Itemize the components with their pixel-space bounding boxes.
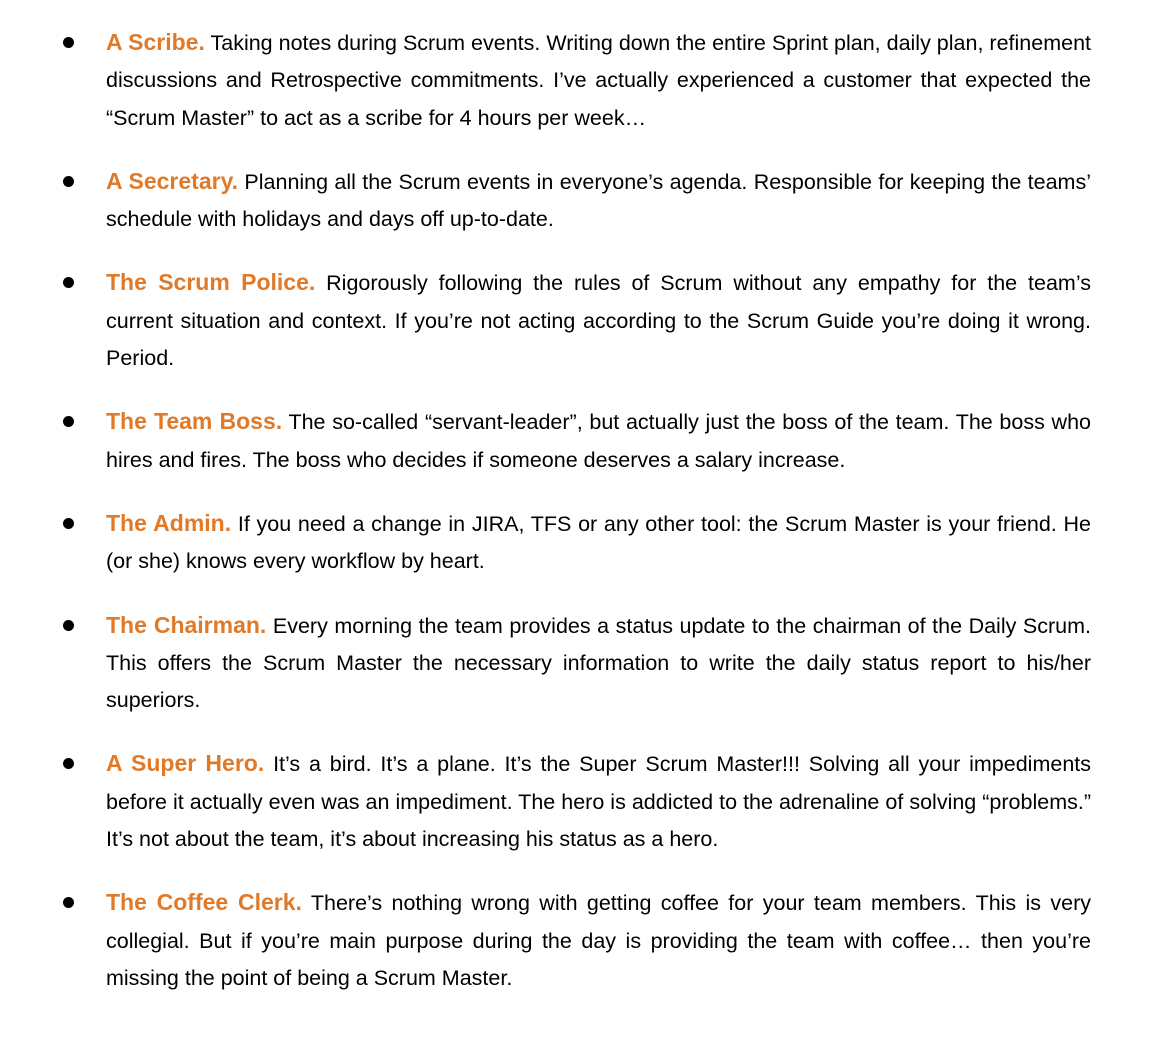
list-item	[0, 403, 1160, 479]
list-item-text	[106, 884, 1091, 997]
list-item-description: Planning all the Scrum events in everyone’s agenda. Responsible for keeping the teams’ schedule with holidays and days off up-to-date.	[106, 169, 1091, 232]
list-item-text	[106, 163, 1091, 239]
list-item-text	[106, 607, 1091, 720]
list-item-term: A Secretary.	[106, 167, 239, 194]
bullet-dot-icon	[63, 518, 74, 529]
list-item	[0, 505, 1160, 581]
list-item	[0, 24, 1160, 137]
list-item-term: The Chairman.	[106, 611, 267, 638]
list-item-text	[106, 745, 1091, 858]
bullet-dot-icon	[63, 758, 74, 769]
list-item-description: Rigorously following the rules of Scrum without any empathy for the team’s current situation and context. If you’re not acting according to the Scrum Guide you’re doing it wrong. Period.	[106, 271, 1091, 371]
list-item-description: If you need a change in JIRA, TFS or any other tool: the Scrum Master is your friend. He (or she) knows every workflow by heart.	[106, 511, 1091, 574]
list-item-term: The Scrum Police.	[106, 269, 316, 296]
list-item-term: The Admin.	[106, 509, 232, 536]
list-item-term: A Scribe.	[106, 29, 205, 55]
list-item	[0, 607, 1160, 720]
list-item-description: There’s nothing wrong with getting coffee for your team members. This is very collegial. But if you’re main purpose during the day is providing the team with coffee… then you’re missing the point of being a Scrum Master.	[106, 891, 1092, 990]
list-item-term: The Team Boss.	[106, 408, 283, 435]
bullet-dot-icon	[63, 897, 74, 908]
list-item-term: The Coffee Clerk.	[106, 889, 302, 916]
list-item	[0, 884, 1160, 997]
list-item-text	[106, 24, 1091, 137]
list-item-text	[106, 403, 1091, 479]
list-item-term: A Super Hero.	[106, 750, 265, 777]
list-item	[0, 264, 1160, 377]
bullet-dot-icon	[63, 176, 74, 187]
list-item	[0, 745, 1160, 858]
list-item-text	[106, 264, 1091, 377]
list-item-text	[106, 505, 1091, 581]
list-item-description: Taking notes during Scrum events. Writing down the entire Sprint plan, daily plan, refinement discussions and Retrospective commitments. I’ve actually experienced a customer that expected the “Scrum Master” to act as a scribe for 4 hours per week…	[106, 31, 1091, 130]
bullet-dot-icon	[63, 416, 74, 427]
list-item-description: The so-called “servant-leader”, but actually just the boss of the team. The boss who hires and fires. The boss who decides if someone deserves a salary increase.	[106, 410, 1091, 472]
bullet-list	[0, 24, 1160, 1023]
list-item	[0, 163, 1160, 239]
list-item-description: It’s a bird. It’s a plane. It’s the Super Scrum Master!!! Solving all your impediments before it actually even was an impediment. The hero is addicted to the adrenaline of solving “problems.” It’s not about the team, it’s about increasing his status as a hero.	[106, 752, 1092, 852]
bullet-dot-icon	[63, 620, 74, 631]
bullet-dot-icon	[63, 37, 74, 48]
list-item-description: Every morning the team provides a status update to the chairman of the Daily Scrum. This offers the Scrum Master the necessary information to write the daily status report to his/her superiors.	[106, 613, 1091, 713]
bullet-dot-icon	[63, 277, 74, 288]
